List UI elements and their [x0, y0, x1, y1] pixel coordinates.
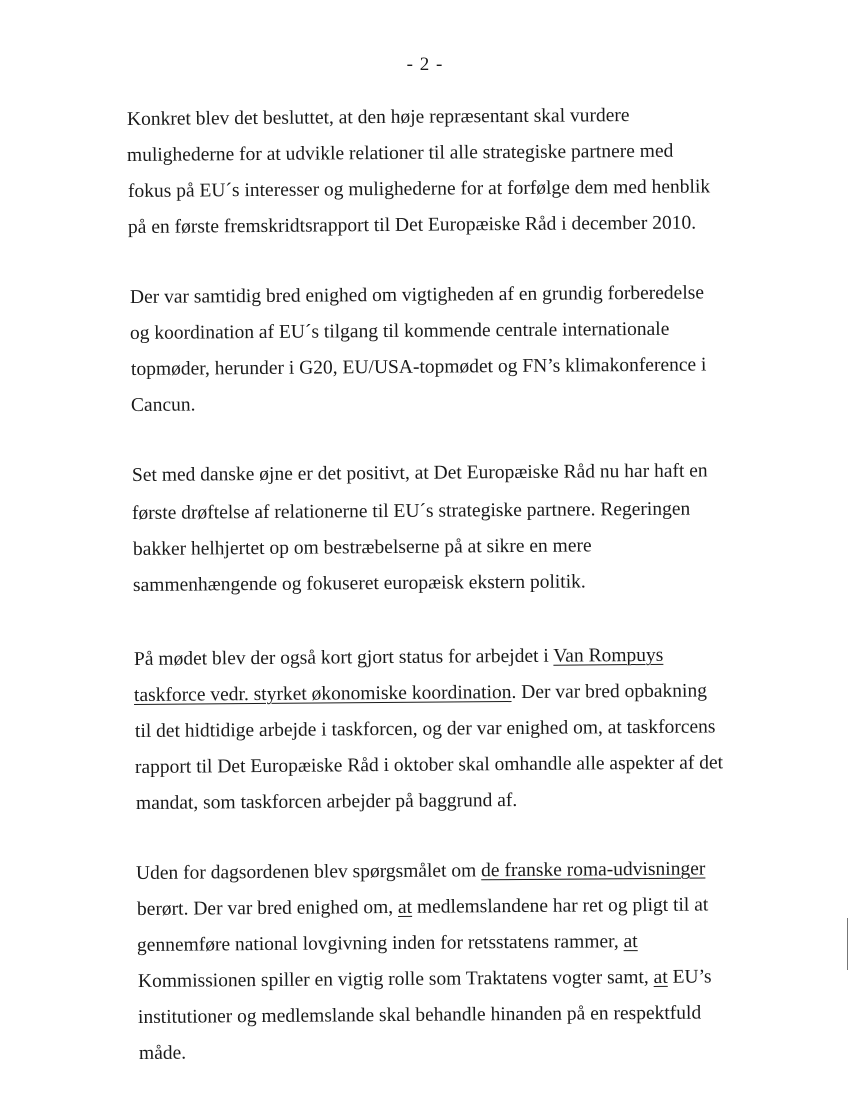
text-line — [131, 353, 707, 382]
text-span: . Der var bred opbakning — [511, 680, 708, 704]
text-span: rapport til Det Europæiske Råd i oktober skal omhandle alle aspekter af det — [134, 752, 724, 778]
text-span: institutioner og medlemslande skal behandle hinanden på en respektfuld — [137, 1002, 702, 1028]
text-line — [137, 930, 638, 958]
underlined-text: de franske roma-udvisninger — [481, 858, 706, 882]
text-line — [138, 1002, 701, 1030]
text-span: Konkret blev det besluttet, at den høje repræsentant skal vurdere — [126, 105, 630, 130]
text-span: Uden for dagsordenen blev spørgsmålet om — [135, 860, 482, 884]
text-span: på en første fremskridtsrapport til Det Europæiske Råd i december 2010. — [127, 212, 697, 238]
text-line — [134, 680, 707, 708]
text-span: mandat, som taskforcen arbejder på baggrund af. — [135, 790, 518, 814]
page-number: - 2 - — [406, 54, 444, 75]
text-span: sammenhængende og fokuseret europæisk ekstern politik. — [132, 571, 586, 596]
text-span: gennemføre national lovgivning inden for retsstatens rammer, — [136, 931, 624, 956]
text-line — [139, 1042, 186, 1066]
text-line — [135, 715, 716, 744]
text-span: Cancun. — [130, 394, 196, 416]
text-span: måde. — [138, 1042, 187, 1064]
text-span: til det hidtidige arbejde i taskforcen, og der var enighed om, at taskforcens — [134, 716, 716, 742]
text-span: Set med danske øjne er det positivt, at Det Europæiske Råd nu har haft en — [131, 460, 708, 486]
text-span: bakker helhjertet op om bestræbelserne på at sikre en mere — [132, 535, 592, 560]
text-line — [136, 789, 517, 816]
underlined-text: taskforce vedr. styrket økonomiske koordination — [133, 682, 512, 706]
text-span: og koordination af EU´s tilgang til kommende centrale internationale — [129, 318, 670, 344]
text-line — [132, 459, 708, 488]
text-line — [128, 175, 710, 204]
text-line — [128, 212, 696, 240]
text-line — [137, 894, 708, 922]
text-span: første drøftelse af relationerne til EU´s strategiske partnere. Regeringen — [131, 498, 691, 524]
underlined-text: at — [623, 931, 638, 953]
text-line — [135, 751, 723, 780]
text-line — [133, 570, 586, 598]
text-line — [133, 534, 592, 562]
text-span: medlemslandene har ret og pligt til at — [411, 894, 709, 918]
text-span: topmøder, herunder i G20, EU/USA-topmødet og FN’s klimakonference i — [130, 354, 707, 380]
text-span: fokus på EU´s interesser og mulighederne for at forfølge dem med henblik — [127, 176, 711, 202]
text-span: mulighederne for at udvikle relationer til alle strategiske partnere med — [126, 140, 674, 166]
underlined-text: Van Rompuys — [553, 644, 664, 667]
text-span: Kommissionen spiller en vigtig rolle som Traktatens vogter samt, — [137, 966, 654, 992]
text-line — [127, 104, 630, 132]
text-span: Der var samtidig bred enighed om vigtigheden af en grundig forberedelse — [129, 282, 705, 308]
text-line — [134, 644, 663, 672]
underlined-text: at — [653, 966, 668, 988]
text-span: På mødet blev der også kort gjort status for arbejdet i — [133, 645, 554, 670]
text-line — [138, 965, 712, 994]
text-line — [132, 498, 690, 526]
scan-edge-mark — [847, 918, 848, 970]
text-line — [127, 140, 673, 168]
text-line — [131, 393, 196, 418]
text-line — [136, 858, 706, 886]
text-line — [130, 281, 704, 310]
text-span: EU’s — [667, 966, 712, 988]
underlined-text: at — [397, 896, 413, 918]
text-span: berørt. Der var bred enighed om, — [136, 896, 399, 920]
text-line — [130, 318, 670, 346]
